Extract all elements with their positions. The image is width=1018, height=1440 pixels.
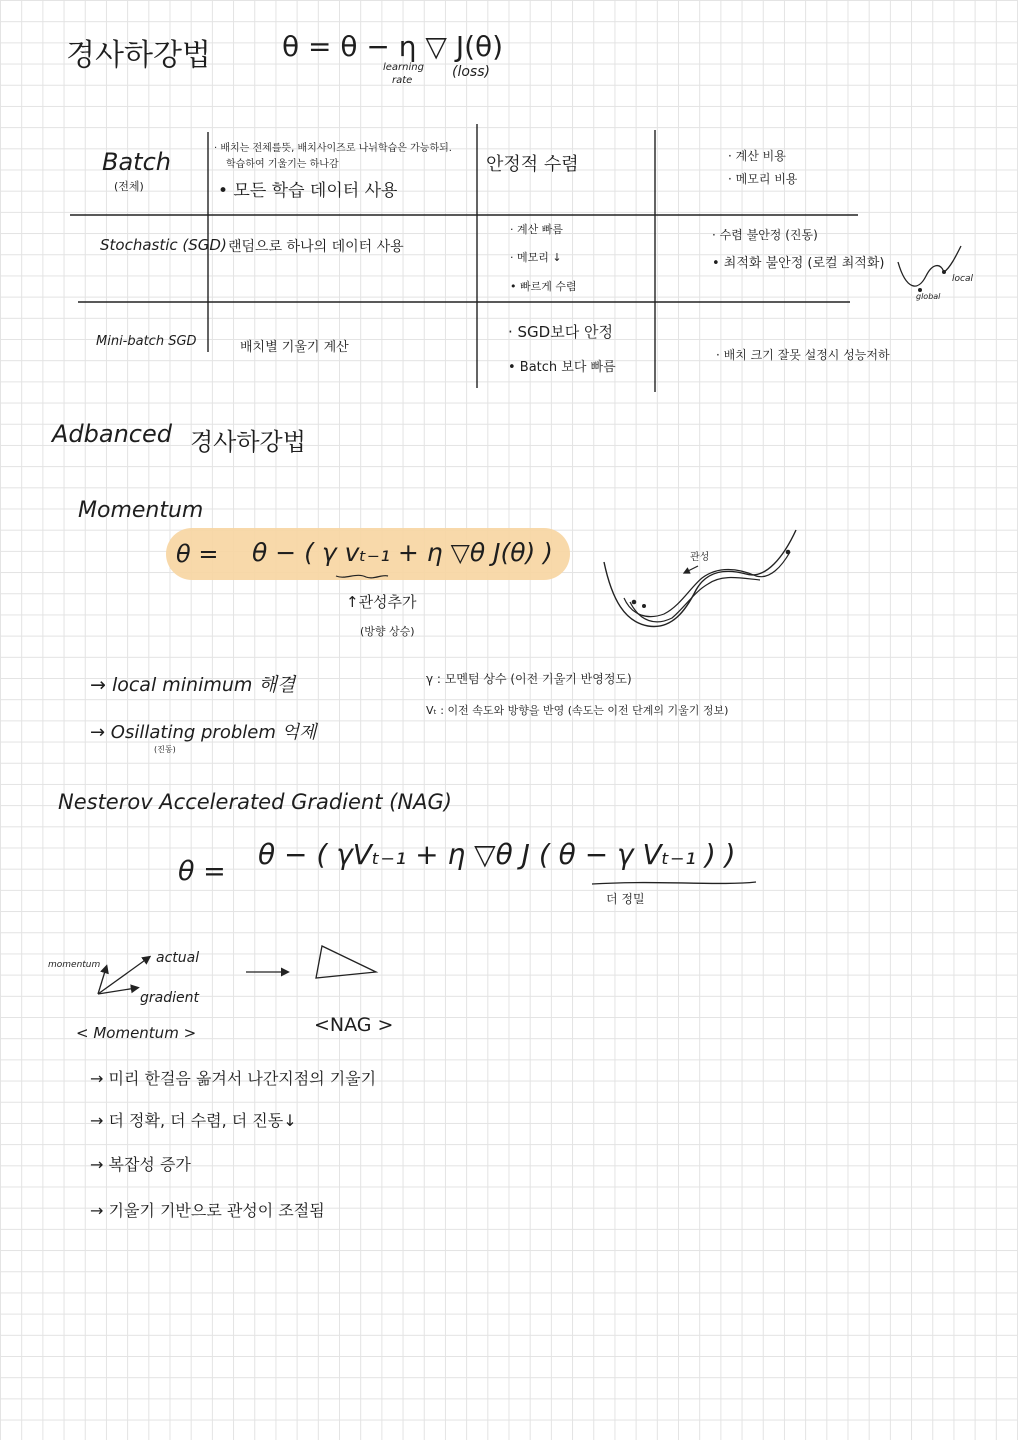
loss-note: (loss) [452,64,490,80]
eta-note-line1: learning [383,62,424,73]
row-batch-pros-1: 안정적 수렴 [486,154,579,175]
row-minibatch-pros-2: • Batch 보다 빠름 [508,360,616,375]
row-sgd-cons-2: • 최적화 불안정 (로컬 최적화) [712,256,885,271]
gd-formula: θ = θ − η ▽ J(θ) [282,30,504,63]
row-batch-cons-1: · 계산 비용 [728,149,786,163]
momentum-point-1: → local minimum 해결 [90,674,296,696]
row-sgd-method-1: 랜덤으로 하나의 데이터 사용 [228,239,404,255]
advanced-title-en: Adbanced [52,420,172,448]
momentum-formula-lhs: θ = [176,540,219,568]
advanced-title-kr: 경사하강법 [190,428,306,456]
nag-point-2: → 더 정확, 더 수렴, 더 진동↓ [90,1111,297,1130]
row-batch-method-3: • 모든 학습 데이터 사용 [218,181,398,201]
v-def: Vₜ : 이전 속도와 방향을 반영 (속도는 이전 단계의 기울기 정보) [426,704,729,717]
precise-note: 더 정밀 [606,892,645,906]
eta-note-line2: rate [392,75,413,86]
caption-nag: <NAG > [314,1014,394,1036]
gamma-def: γ : 모멘텀 상수 (이전 기울기 반영정도) [426,672,632,686]
momentum-title: Momentum [78,498,204,523]
caption-momentum: < Momentum > [76,1024,197,1042]
row-minibatch-pros-1: · SGD보다 안정 [508,323,613,341]
row-batch-sub: (전체) [114,180,144,193]
row-batch-cons-2: · 메모리 비용 [728,172,798,186]
row-batch-method-2: 학습하여 기울기는 하나감 [226,159,339,170]
momentum-point-2: → Osillating problem 억제 [90,722,317,743]
row-batch-name: Batch [102,148,171,176]
row-sgd-pros-2: · 메모리 ↓ [510,251,562,264]
row-minibatch-name: Mini-batch SGD [96,334,197,349]
row-sgd-pros-1: · 계산 빠름 [510,223,563,236]
inertia-sub: (방향 상승) [360,625,415,638]
row-sgd-cons-1: · 수렴 불안정 (진동) [712,228,818,242]
momentum-formula-rhs: θ − ( γ vₜ₋₁ + η ▽θ J(θ) ) [252,538,553,567]
actual-vector-label: actual [156,950,200,966]
nag-point-3: → 복잡성 증가 [90,1155,191,1174]
osc-note: (진동) [154,745,176,754]
nag-point-4: → 기울기 기반으로 관성이 조절됨 [90,1201,325,1220]
nag-formula-lhs: θ = [178,856,226,887]
local-label: local [952,274,973,284]
row-minibatch-method-1: 배치별 기울기 계산 [240,340,349,355]
nag-formula-rhs: θ − ( γVₜ₋₁ + η ▽θ J ( θ − γ Vₜ₋₁ ) ) [258,838,736,871]
nag-title: Nesterov Accelerated Gradient (NAG) [58,790,452,814]
row-sgd-name: Stochastic (SGD) [100,236,227,254]
inertia-note: ↑관성추가 [346,593,417,611]
row-batch-method-1: · 배치는 전체를뜻, 배치사이즈로 나뉘학습은 가능하되. [214,143,452,154]
graph-inertia-label: 관성 [690,552,710,563]
global-label: global [916,292,941,301]
row-minibatch-cons-1: · 배치 크기 잘못 설정시 성능저하 [716,348,890,362]
gradient-vector-label: gradient [140,990,199,1006]
row-sgd-pros-3: • 빠르게 수렴 [510,280,577,293]
nag-point-1: → 미리 한걸음 옮겨서 나간지점의 기울기 [90,1069,377,1088]
page-title: 경사하강법 [66,38,211,73]
momentum-vector-label: momentum [48,960,101,970]
